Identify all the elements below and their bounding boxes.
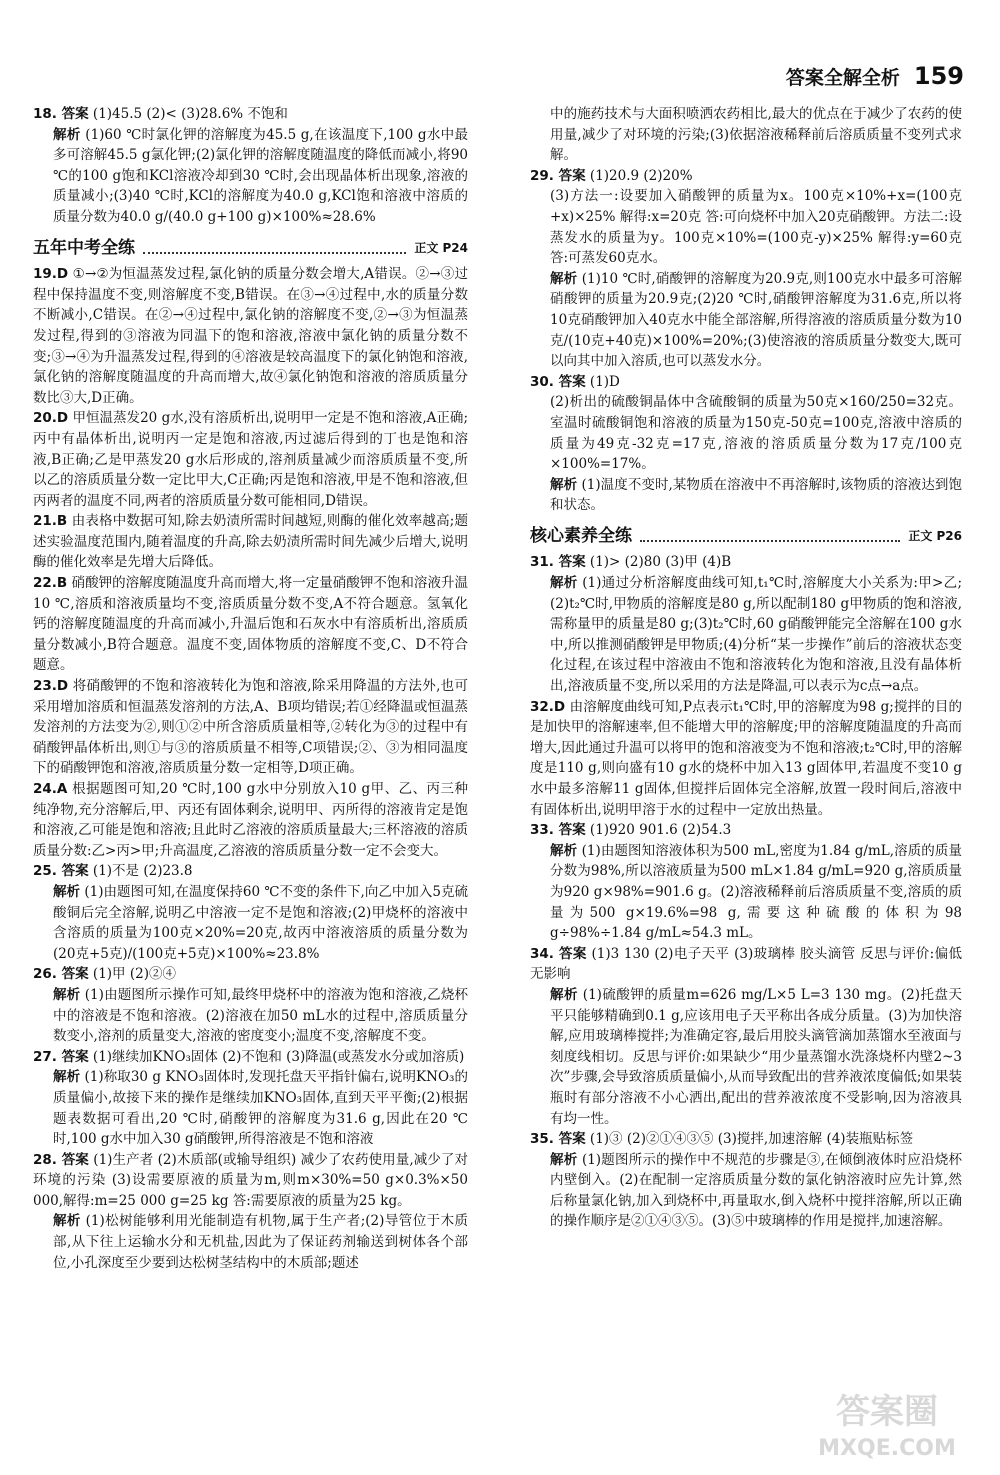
explanation — [530, 985, 962, 1129]
explanation-label: 解析 — [550, 1151, 578, 1168]
explanation-text: (1)称取30 g KNO₃固体时,发现托盘天平指针偏右,说明KNO₃的质量偏小,故接下来的操作是继续加KNO₃固体,直到天平平衡;(2)根据题表数据可看出,20 ℃时,硝酸钾的溶解度为31.6 g,因此在20 ℃时,100 g水中加入30 g硝酸钾,所得溶液是不饱和溶液 — [53, 1069, 468, 1148]
explanation-text: (1)60 ℃时氯化钾的溶解度为45.5 g,在该温度下,100 g水中最多可溶解45.5 g氯化钾;(2)氯化钾的溶解度随温度的降低而减小,将90 ℃的100 g饱和KCl溶液冷却到30 ℃时,会出现晶体析出现象,溶液的质量减小;(3)40 ℃时,KCl的溶解度为40.0 g,KCl饱和溶液中溶质的质量分数为40.0 g/(40.0 g+100 g)×100%≈28.6% — [53, 126, 469, 225]
question-number: 33. — [530, 822, 554, 839]
answer-text: (1)③ (2)②①④③⑤ (3)搅拌,加速溶解 (4)装瓶贴标签 — [589, 1131, 914, 1148]
answer-item — [530, 166, 962, 187]
answer-label: 答案 — [56, 863, 89, 880]
answer-text: ①→②为恒温蒸发过程,氯化钠的质量分数会增大,A错误。②→③过程中保持温度不变,则溶解度不变,B错误。在③→④过程中,水的质量分数不断减小,C错误。在②→④过程中,氯化钠的溶解度不变,②→③为恒温蒸发过程,得到的③溶液为同温下的饱和溶液,溶液中氯化钠的质量分数不变;③→④为升温蒸发过程,得到的④溶液是较高温度下的氯化钠饱和溶液,氯化钠的溶解度随温度的升高而增大,故④氯化钠饱和溶液的溶质质量分数比③大,D正确。 — [33, 266, 468, 406]
question-number: 30. — [530, 373, 554, 390]
answer-text: (1)3 130 (2)电子天平 (3)玻璃棒 胶头滴管 反思与评价:偏低 无影响 — [530, 945, 962, 983]
watermark-line2: MXQE.COM — [818, 1436, 956, 1461]
explanation-label: 解析 — [550, 575, 578, 592]
answer-item — [33, 511, 468, 573]
question-number: 22.B — [33, 575, 68, 592]
explanation — [33, 1211, 468, 1273]
answer-item — [33, 676, 468, 779]
answer-text: (1)生产者 (2)木质部(或输导组织) 减少了农药使用量,减少了对环境的污染 (3)设需要原液的质量为m,则m×30%=50 g×0.3%×50 000,解得:m=25 000 g=25 kg 答:需要原液的质量为25 kg。 — [33, 1151, 469, 1209]
explanation — [33, 985, 468, 1047]
answer-item — [530, 1129, 962, 1150]
question-number: 29. — [530, 167, 554, 184]
section-heading — [530, 526, 962, 547]
section-page-ref: 正文 P24 — [414, 240, 468, 255]
explanation-text: (1)由题图所示操作可知,最终甲烧杯中的溶液为饱和溶液,乙烧杯中的溶液是不饱和溶液。(2)溶液在加50 mL水的过程中,溶质质量分数变小,溶剂的质量变大,溶液的密度变小;温度不变,溶解度不变。 — [53, 986, 468, 1045]
explanation-text: (1)由题图知溶液体积为500 mL,密度为1.84 g/mL,溶质的质量分数为98%,所以溶液质量为500 mL×1.84 g/mL=920 g,溶质质量为920 g×98%=901.6 g。(2)溶液稀释前后溶质质量不变,溶质的质量为500 g×19.6%=98 g,需要这种硫酸的体积为98 g÷98%÷1.84 g/mL≈54.3 mL。 — [550, 842, 962, 942]
answer-item — [33, 861, 468, 882]
explanation-text: (1)温度不变时,某物质在溶液中不再溶解时,该物质的溶液达到饱和状态。 — [550, 476, 962, 514]
explanation-label: 解析 — [550, 842, 578, 859]
question-number: 25. — [33, 863, 57, 880]
answer-item — [33, 264, 468, 408]
explanation-label: 解析 — [550, 986, 578, 1003]
answer-text: 将硝酸钾的不饱和溶液转化为饱和溶液,除采用降温的方法外,也可采用增加溶质和恒温蒸发溶剂的方法,A、B项均错误;若①经降温或恒温蒸发溶剂的方法变为②,则①②中所含溶质质量相等,②转化为③的过程中有硝酸钾晶体析出,则①与③的溶质质量不相等,C项错误;②、③为相同温度下的硝酸钾饱和溶液,溶质质量分数一定相等,D项正确。 — [33, 678, 468, 777]
answer-item — [33, 104, 468, 125]
question-number: 26. — [33, 966, 57, 983]
answer-label: 答案 — [56, 1151, 89, 1168]
answer-item — [33, 1150, 468, 1212]
answer-text: 由溶解度曲线可知,P点表示t₁℃时,甲的溶解度为98 g;搅拌的目的是加快甲的溶解速率,但不能增大甲的溶解度;甲的溶解度随温度的升高而增大,因此通过升温可以将甲的饱和溶液变为不饱和溶液;t₂℃时,甲的溶解度是110 g,则向盛有10 g水的烧杯中加入13 g固体甲,若温度不变10 g水中最多溶解11 g固体,但搅拌后固体完全溶解,放置一段时间后,溶液中有固体析出,说明甲溶于水的过程中一定放出热量。 — [530, 698, 963, 818]
question-number: 18. — [33, 106, 57, 122]
explanation-label: 解析 — [53, 1213, 81, 1230]
answer-text: 由表格中数据可知,除去奶渍所需时间越短,则酶的催化效率越高;题述实验温度范围内,随着温度的升高,除去奶渍所需时间先减少后增大,说明酶的催化效率是先增大后降低。 — [33, 513, 468, 571]
left-column — [33, 104, 468, 1273]
dotted-leader — [143, 242, 406, 254]
answer-item — [530, 820, 962, 841]
answer-text: (1)920 901.6 (2)54.3 — [589, 822, 732, 839]
explanation — [530, 186, 962, 268]
dotted-leader — [640, 530, 900, 542]
explanation — [530, 1150, 962, 1232]
answer-label: 答案 — [56, 966, 89, 983]
explanation — [33, 882, 468, 964]
question-number: 23.D — [33, 678, 69, 695]
explanation — [530, 841, 962, 944]
question-number: 21.B — [33, 513, 68, 530]
question-number: 35. — [530, 1131, 554, 1148]
answer-text: 硝酸钾的溶解度随温度升高而增大,将一定量硝酸钾不饱和溶液升温10 ℃,溶质和溶液质量均不变,溶质质量分数不变,A不符合题意。氢氧化钙的溶解度随温度的升高而减小,升温后饱和石灰水中有溶质析出,溶质质量分数减小,B符合题意。温度不变,固体物质的溶解度不变,C、D不符合题意。 — [33, 575, 469, 674]
answer-item — [33, 408, 468, 511]
header-title: 答案全解全析 — [785, 67, 900, 89]
question-number: 28. — [33, 1151, 57, 1168]
answer-label: 答案 — [56, 1048, 89, 1065]
question-number: 32.D — [530, 698, 566, 715]
answer-item — [530, 552, 962, 573]
answer-text: 甲恒温蒸发20 g水,没有溶质析出,说明甲一定是不饱和溶液,A正确;丙中有晶体析出,说明丙一定是饱和溶液,丙过滤后得到的丁也是饱和溶液,B正确;乙是甲蒸发20 g水后形成的,溶剂质量减少而溶质质量不变,所以乙的溶质质量分数一定比甲大,C正确;丙是饱和溶液,甲是不饱和溶液,但丙两者的温度不同,两者的溶质质量分数可能相同,D错误。 — [33, 410, 468, 509]
explanation-text: (1)由题图可知,在温度保持60 ℃不变的条件下,向乙中加入5克硫酸铜后完全溶解,说明乙中溶液一定不是饱和溶液;(2)甲烧杯的溶液中含溶质的质量为100克×20%=20克,故丙中溶液溶质的质量分数为(20克+5克)/(100克+5克)×100%≈23.8% — [53, 883, 469, 962]
answer-text: (1)20.9 (2)20% — [589, 167, 693, 184]
watermark-line1: 答案圈 — [836, 1392, 938, 1432]
answer-item — [530, 944, 962, 985]
answer-text: (1)不是 (2)23.8 — [92, 863, 193, 880]
right-column — [530, 104, 962, 1232]
answer-label: 答案 — [553, 554, 586, 571]
explanation — [33, 125, 468, 228]
answer-item — [33, 573, 468, 676]
answer-text: 根据题图可知,20 ℃时,100 g水中分别放入10 g甲、乙、丙三种纯净物,充分溶解后,甲、丙还有固体剩余,说明甲、丙所得的溶液肯定是饱和溶液,乙可能是饱和溶液;且此时乙溶液的溶质质量最大;三杯溶液的溶质质量分数:乙>丙>甲;升高温度,乙溶液的溶质质量分数一定不会变大。 — [33, 781, 469, 859]
answer-label: 答案 — [56, 106, 89, 122]
section-page-ref: 正文 P26 — [908, 528, 962, 543]
answer-item — [33, 964, 468, 985]
explanation-label: 解析 — [53, 883, 81, 900]
answer-item — [33, 1047, 468, 1068]
explanation-text: (1)通过分析溶解度曲线可知,t₁℃时,溶解度大小关系为:甲>乙;(2)t₂℃时,甲物质的溶解度是80 g,所以配制180 g甲物质的饱和溶液,需称量甲的质量是80 g;(3)t₂℃时,60 g硝酸钾能完全溶解在100 g水中,所以推测硝酸钾是甲物质;(4)分析“某一步操作”前后的溶液状态变化过程,在该过程中溶液由不饱和溶液转化为饱和溶液,且没有晶体析出,溶液质量不变,所以采用的方法是降温,可以表示为c点→a点。 — [550, 575, 962, 695]
answer-text: (1)45.5 (2)< (3)28.6% 不饱和 — [92, 106, 288, 122]
answer-text: (1)> (2)80 (3)甲 (4)B — [589, 554, 732, 571]
explanation-label: 解析 — [53, 1069, 81, 1086]
continued-text: 中的施药技术与大面积喷洒农药相比,最大的优点在于减少了农药的使用量,减少了对环境的污染;(3)依据溶液稀释前后溶质质量不变列式求解。 — [550, 106, 962, 164]
answer-text: (1)D — [589, 373, 620, 390]
page-number: 159 — [913, 62, 964, 90]
section-title: 核心素养全练 — [530, 525, 632, 546]
explanation-text: (2)析出的硫酸铜晶体中含硫酸铜的质量为50克×160/250=32克。室温时硫酸铜饱和溶液的质量为150克-50克=100克,溶液中溶质的质量为49克-32克=17克,溶液的溶质质量分数为17克/100克×100%=17%。 — [550, 394, 962, 473]
question-number: 24.A — [33, 781, 68, 797]
explanation-label: 解析 — [53, 126, 81, 143]
page-header — [786, 62, 964, 90]
explanation — [530, 392, 962, 474]
explanation-label: 解析 — [550, 270, 578, 287]
answer-text: (1)甲 (2)②④ — [92, 966, 176, 983]
section-heading — [33, 238, 468, 259]
answer-item — [33, 779, 468, 861]
section-title: 五年中考全练 — [33, 237, 135, 258]
explanation-text: (1)题图所示的操作中不规范的步骤是③,在倾倒液体时应沿烧杯内壁倒入。(2)在配制一定溶质质量分数的氯化钠溶液时应先计算,然后称量氯化钠,加入到烧杯中,再量取水,倒入烧杯中搅拌溶解,所以正确的操作顺序是②①④③⑤。(3)⑤中玻璃棒的作用是搅拌,加速溶解。 — [550, 1151, 963, 1230]
answer-label: 答案 — [553, 373, 586, 390]
question-number: 27. — [33, 1048, 57, 1065]
explanation-text: (3)方法一:设要加入硝酸钾的质量为x。100克×10%+x=(100克+x)×25% 解得:x=20克 答:可向烧杯中加入20克硝酸钾。方法二:设蒸发水的质量为y。100克×10%=(100克-y)×25% 解得:y=60克 答:可蒸发60克水。 — [550, 188, 962, 267]
answer-label: 答案 — [553, 167, 586, 184]
explanation-label: 解析 — [550, 476, 578, 493]
answer-item — [530, 697, 962, 821]
watermark-logo — [792, 1387, 982, 1465]
question-number: 31. — [530, 554, 554, 571]
question-number: 34. — [530, 945, 554, 962]
answer-label: 答案 — [553, 945, 587, 962]
explanation — [530, 475, 962, 516]
explanation-label: 解析 — [53, 986, 81, 1003]
answer-text: (1)继续加KNO₃固体 (2)不饱和 (3)降温(或蒸发水分或加溶质) — [92, 1048, 465, 1065]
answer-item — [530, 372, 962, 393]
explanation-text: (1)松树能够利用光能制造有机物,属于生产者;(2)导管位于木质部,从下往上运输水分和无机盐,因此为了保证药剂输送到树体各个部位,小孔深度至少要到达松树茎结构中的木质部;题述 — [53, 1213, 468, 1271]
explanation-text: (1)10 ℃时,硝酸钾的溶解度为20.9克,则100克水中最多可溶解硝酸钾的质量为20.9克;(2)20 ℃时,硝酸钾溶解度为31.6克,所以将10克硝酸钾加入40克水中能全部溶解,所得溶液的溶质质量分数为10克/(10克+40克)×100%=20%;(3)使溶液的溶质质量分数变大,既可以向其中加入溶质,也可以蒸发水分。 — [550, 270, 963, 370]
question-number: 19.D — [33, 266, 69, 283]
explanation — [33, 1067, 468, 1149]
explanation — [530, 269, 962, 372]
explanation-text: (1)硫酸钾的质量m=626 mg/L×5 L=3 130 mg。(2)托盘天平只能够精确到0.1 g,应该用电子天平称出各成分质量。(3)为加快溶解,应用玻璃棒搅拌;为准确定容,最后用胶头滴管滴加蒸馏水至液面与刻度线相切。反思与评价:如果缺少“用少量蒸馏水洗涤烧杯内壁2~3次”步骤,会导致溶质质量偏小,从而导致配出的营养液浓度偏低;如果装瓶时有部分溶液不小心洒出,配出的营养液浓度不受影响,因为溶液具有均一性。 — [550, 986, 962, 1127]
answer-label: 答案 — [553, 822, 586, 839]
explanation — [530, 573, 962, 697]
answer-label: 答案 — [553, 1131, 586, 1148]
question-number: 20.D — [33, 410, 69, 427]
